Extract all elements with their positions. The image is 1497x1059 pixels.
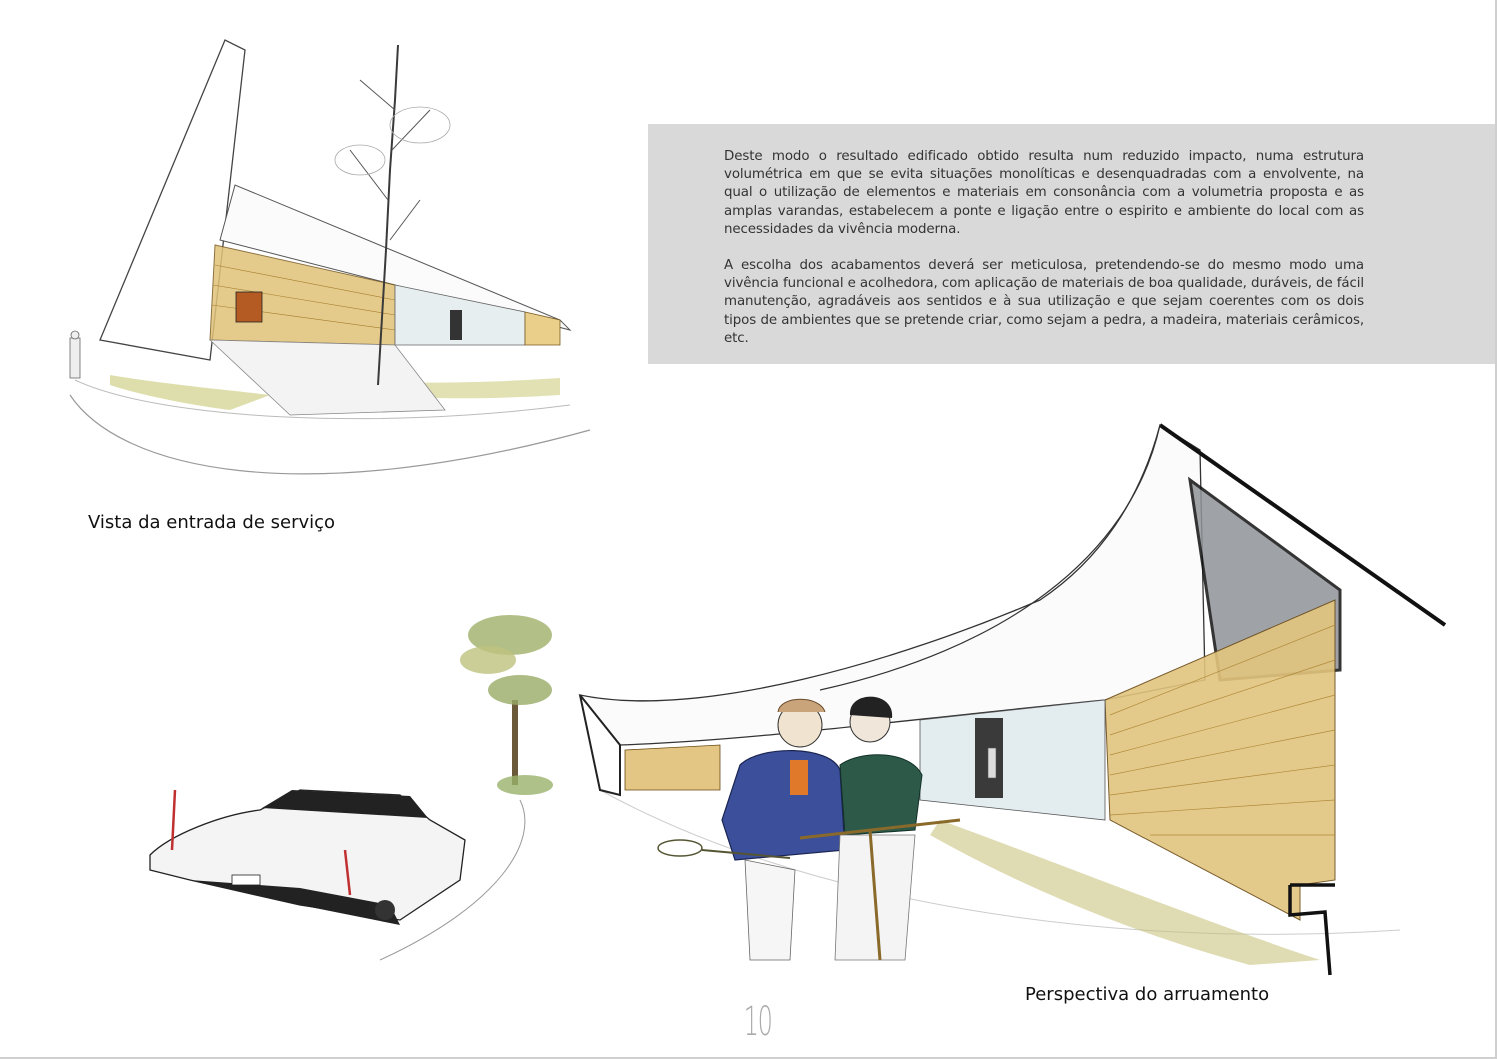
page-number: 10 xyxy=(743,999,772,1045)
paragraph-1: Deste modo o resultado edificado obtido resulta num reduzido impacto, numa estrutura volumétrica em que se evita situações monolíticas e desenquadradas com a envolvente, na qual o utilização de elementos e materiais em consonância com a volumetria proposta e as amplas varandas, estabelecem a ponte e ligação entre o espirito e ambiente do local com as necessidades da vivência moderna. xyxy=(724,149,1364,237)
caption-street-perspective: Perspectiva do arruamento xyxy=(1025,984,1270,1005)
description-panel xyxy=(648,124,1497,364)
caption-service-entrance: Vista da entrada de serviço xyxy=(88,512,336,533)
paragraph-2: A escolha dos acabamentos deverá ser meticulosa, pretendendo-se do mesmo modo uma vivência funcional e acolhedora, com aplicação de materiais de boa qualidade, duráveis, de fácil manutenção, agradáveis aos sentidos e à sua utilização e que sejam coerentes com os dois tipos de ambientes que se pretende criar, como sejam a pedra, a madeira, materiais cerâmicos, etc. xyxy=(724,258,1364,346)
description-text xyxy=(724,148,1364,366)
